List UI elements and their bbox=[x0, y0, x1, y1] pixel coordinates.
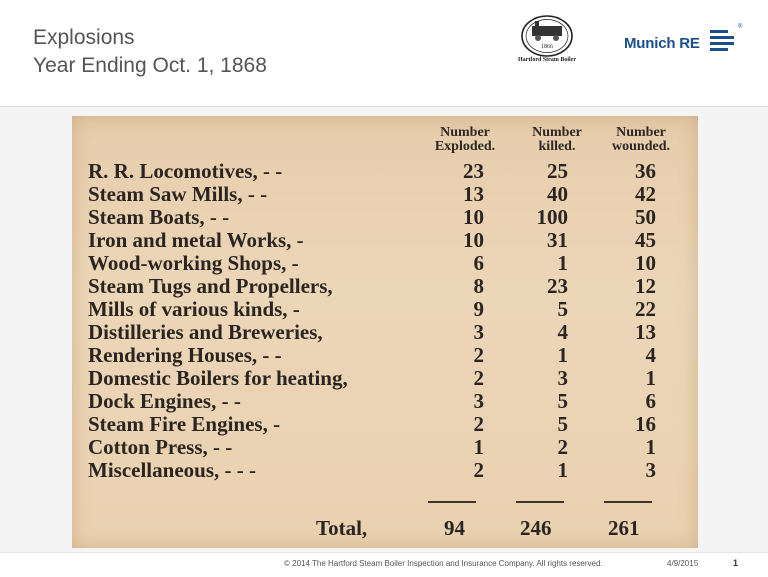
table-row: Wood-working Shops, - 6 1 10 bbox=[88, 251, 656, 275]
slide-title bbox=[33, 24, 267, 80]
total-rule-exploded bbox=[428, 501, 476, 503]
header-exploded: Number Exploded. bbox=[434, 125, 496, 154]
header-killed: Number killed. bbox=[532, 125, 582, 154]
title-line-1: Explosions bbox=[33, 26, 135, 49]
newspaper-clipping-table bbox=[72, 116, 698, 548]
total-exploded: 94 bbox=[444, 516, 465, 540]
munich-re-logo-text: Munich RE bbox=[624, 35, 700, 52]
table-row: Steam Boats, - - 10 100 50 bbox=[88, 205, 656, 229]
total-rule-killed bbox=[516, 501, 564, 503]
hsb-logo-name: Hartford Steam Boiler bbox=[518, 57, 576, 63]
table-row: Cotton Press, - - 1 2 1 bbox=[88, 435, 656, 459]
total-label: Total, bbox=[316, 516, 368, 540]
slide-header bbox=[0, 0, 768, 107]
table-row: Steam Saw Mills, - - 13 40 42 bbox=[88, 182, 656, 206]
hsb-logo-year: 1866 bbox=[541, 44, 553, 50]
table-row: Steam Tugs and Propellers, 8 23 12 bbox=[88, 274, 656, 298]
header-wounded: Number wounded. bbox=[612, 125, 670, 154]
copyright-notice: © 2014 The Hartford Steam Boiler Inspection and Insurance Company. All rights reserved. bbox=[284, 559, 603, 568]
table-row: Iron and metal Works, - 10 31 45 bbox=[88, 228, 656, 252]
table-row: R. R. Locomotives, - - 23 25 36 bbox=[88, 159, 656, 183]
table-row: Distilleries and Breweries, 3 4 13 bbox=[88, 320, 656, 344]
table-row: Steam Fire Engines, - 2 5 16 bbox=[88, 412, 656, 436]
registered-mark: ® bbox=[738, 24, 743, 30]
slide-footer bbox=[0, 552, 768, 577]
footer-date: 4/9/2015 bbox=[667, 559, 699, 568]
table-row: Mills of various kinds, - 9 5 22 bbox=[88, 297, 656, 321]
table-row: Miscellaneous, - - - 2 1 3 bbox=[88, 458, 656, 482]
title-line-2: Year Ending Oct. 1, 1868 bbox=[33, 54, 267, 77]
table-row: Domestic Boilers for heating, 2 3 1 bbox=[88, 366, 656, 390]
page-number: 1 bbox=[733, 558, 739, 568]
total-rule-wounded bbox=[604, 501, 652, 503]
total-killed: 246 bbox=[520, 516, 552, 540]
table-row: Dock Engines, - - 3 5 6 bbox=[88, 389, 656, 413]
total-wounded: 261 bbox=[608, 516, 640, 540]
table-row: Rendering Houses, - - 2 1 4 bbox=[88, 343, 656, 367]
munich-re-mark-icon bbox=[708, 28, 736, 54]
